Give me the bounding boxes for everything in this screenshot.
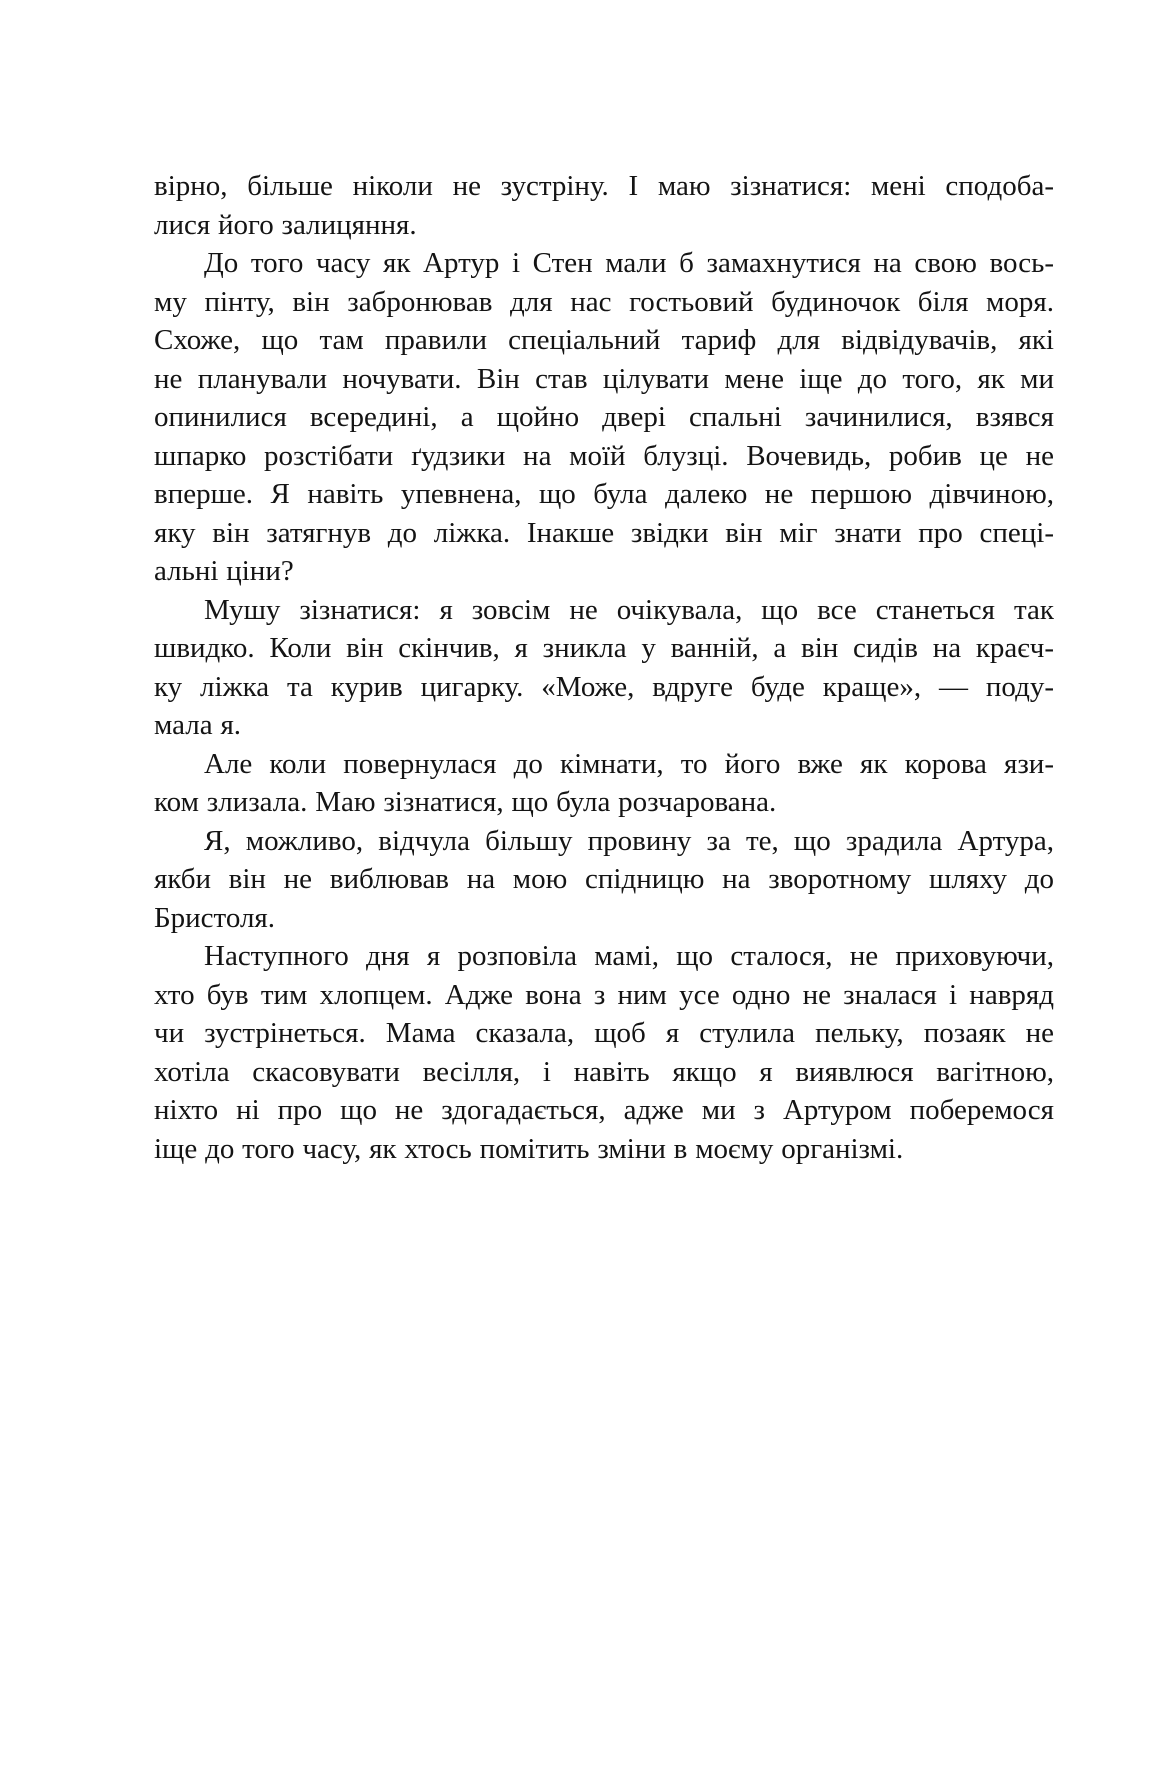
text-line: Бристоля. xyxy=(154,901,276,934)
paragraph xyxy=(154,937,1054,1168)
page-text-block xyxy=(154,167,1054,1168)
text-line: До того часу як Артур і Стен мали б замахнутися на свою вось- xyxy=(204,247,1054,279)
text-line: яку він затягнув до ліжка. Інакше звідки він міг знати про спеці- xyxy=(154,516,1054,549)
text-line: мала я. xyxy=(154,709,242,741)
paragraph xyxy=(154,167,1054,244)
text-line: Мушу зізнатися: я зовсім не очікувала, що все станеться так xyxy=(204,593,1054,626)
text-line: ку ліжка та курив цигарку. «Може, вдруге буде краще», — поду- xyxy=(154,670,1054,703)
text-line: не планували ночувати. Він став цілувати мене іще до того, як ми xyxy=(154,362,1054,395)
text-line: му пінту, він забронював для нас гостьовий будиночок біля моря. xyxy=(154,285,1054,318)
text-line: чи зустрінеться. Мама сказала, щоб я стулила пельку, позаяк не xyxy=(154,1017,1054,1049)
text-line: іще до того часу, як хтось помітить зміни в моєму організмі. xyxy=(154,1132,904,1165)
text-line: лися його залицяння. xyxy=(154,208,417,241)
text-line: Схоже, що там правили спеціальний тариф для відвідувачів, які xyxy=(154,324,1054,356)
text-line: альні ціни? xyxy=(154,555,294,587)
text-line: Я, можливо, відчула більшу провину за те, що зрадила Артура, xyxy=(204,824,1054,857)
text-line: хто був тим хлопцем. Адже вона з ним усе одно не зналася і навряд xyxy=(154,978,1054,1011)
text-line: вірно, більше ніколи не зустріну. І маю зізнатися: мені сподоба- xyxy=(154,170,1054,202)
text-line: якби він не виблював на мою спідницю на зворотному шляху до xyxy=(154,863,1054,895)
paragraph xyxy=(154,745,1054,822)
text-line: ніхто ні про що не здогадається, адже ми з Артуром поберемося xyxy=(154,1094,1054,1126)
text-line: опинилися всередині, а щойно двері спальні зачинилися, взявся xyxy=(154,401,1054,433)
text-line: хотіла скасовувати весілля, і навіть якщо я виявлюся вагітною, xyxy=(154,1055,1054,1088)
paragraph xyxy=(154,244,1054,591)
text-line: Але коли повернулася до кімнати, то його вже як корова язи- xyxy=(204,747,1054,780)
text-line: Наступного дня я розповіла мамі, що сталося, не приховуючи, xyxy=(204,940,1054,972)
paragraph xyxy=(154,591,1054,745)
paragraph xyxy=(154,822,1054,938)
text-line: ком злизала. Маю зізнатися, що була розчарована. xyxy=(154,786,777,818)
text-line: шпарко розстібати ґудзики на моїй блузці. Вочевидь, робив це не xyxy=(154,439,1054,472)
text-line: швидко. Коли він скінчив, я зникла у ванній, а він сидів на краєч- xyxy=(154,632,1054,664)
text-line: вперше. Я навіть упевнена, що була далеко не першою дівчиною, xyxy=(154,478,1054,510)
